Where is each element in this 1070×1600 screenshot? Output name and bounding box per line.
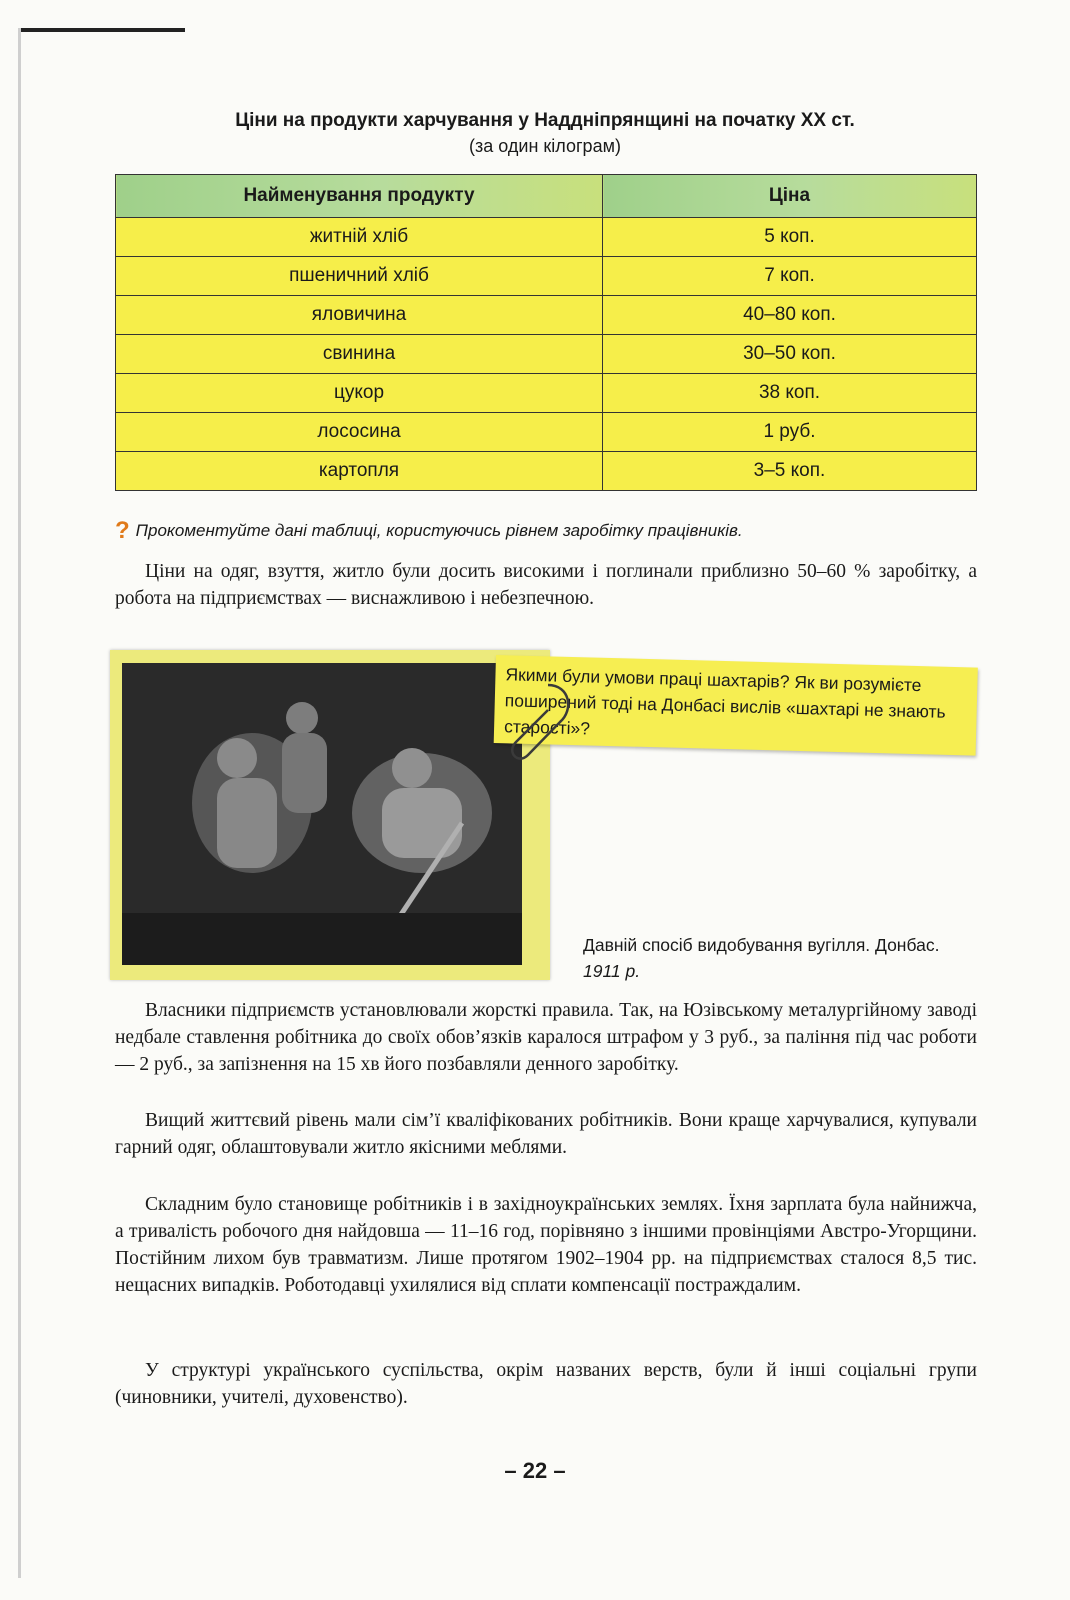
table-row xyxy=(116,413,977,452)
page-edge xyxy=(18,28,21,1578)
paragraph-3: Вищий життєвий рівень мали сім’ї кваліфікованих робітників. Вони краще харчувалися, купували гарний одяг, облаштовували житло якісними меблями. xyxy=(115,1110,977,1158)
price-cell: 30–50 коп. xyxy=(603,335,977,374)
price-cell: 40–80 коп. xyxy=(603,296,977,335)
table-title: Ціни на продукти харчування у Наддніпрянщині на початку ХХ ст. xyxy=(235,110,855,131)
caption-year: 1911 р. xyxy=(583,961,641,981)
top-rule xyxy=(20,28,185,32)
table-row xyxy=(116,218,977,257)
price-table xyxy=(115,174,977,491)
price-cell: 7 коп. xyxy=(603,257,977,296)
page-number: – 22 – xyxy=(504,1458,566,1483)
table-row xyxy=(116,335,977,374)
product-cell: свинина xyxy=(116,335,603,374)
price-cell: 38 коп. xyxy=(603,374,977,413)
miners-photo xyxy=(122,663,522,965)
price-cell: 5 коп. xyxy=(603,218,977,257)
table-row xyxy=(116,452,977,491)
product-cell: картопля xyxy=(116,452,603,491)
header-price: Ціна xyxy=(603,175,977,218)
product-cell: житній хліб xyxy=(116,218,603,257)
table-row xyxy=(116,296,977,335)
photo-caption xyxy=(583,932,963,984)
table-row xyxy=(116,374,977,413)
product-cell: цукор xyxy=(116,374,603,413)
paragraph-5: У структурі українського суспільства, окрім названих верств, були й інші соціальні групи (чиновники, учителі, духовенство). xyxy=(115,1360,977,1408)
miners-illustration xyxy=(122,663,522,965)
product-cell: яловичина xyxy=(116,296,603,335)
product-cell: пшеничний хліб xyxy=(116,257,603,296)
header-product: Найменування продукту xyxy=(116,175,603,218)
paperclip-icon xyxy=(508,680,578,770)
price-cell: 3–5 коп. xyxy=(603,452,977,491)
table-header-row xyxy=(116,175,977,218)
table-subtitle: (за один кілограм) xyxy=(469,136,621,156)
product-cell: лососина xyxy=(116,413,603,452)
caption-text: Давній спосіб видобування вугілля. Донбас. xyxy=(583,935,940,955)
table-row xyxy=(116,257,977,296)
question-text: Прокоментуйте дані таблиці, користуючись рівнем заробітку працівників. xyxy=(135,521,743,540)
note-text: Якими були умови праці шахтарів? Як ви розумієте поширений тоді на Донбасі вислів «шахтарі не знають старості»? xyxy=(503,664,946,739)
paragraph-4: Складним було становище робітників і в західноукраїнських землях. Їхня зарплата була найнижча, а тривалість робочого дня найдовша — 11–16 год, порівняно з іншими провінціями Австро-Угорщини. Постійним лихом був травматизм. Лише протягом 1902–1904 рр. на підприємствах сталося 8,5 тис. нещасних випадків. Роботодавці ухилялися від сплати компенсації постраждалим. xyxy=(115,1194,977,1296)
price-cell: 1 руб. xyxy=(603,413,977,452)
question-line xyxy=(115,517,985,545)
paragraph-2: Власники підприємств установлювали жорсткі правила. Так, на Юзівському металургійному заводі недбале ставлення робітника до своїх обов’язків каралося штрафом у 3 руб., за паління під час роботи — 2 руб., за запізнення на 15 хв його позбавляли денного заробітку. xyxy=(115,1000,977,1075)
question-mark-icon: ? xyxy=(115,517,130,544)
paragraph-1: Ціни на одяг, взуття, житло були досить високими і поглинали приблизно 50–60 % заробітку, а робота на підприємствах — виснажливою і небезпечною. xyxy=(115,561,977,609)
